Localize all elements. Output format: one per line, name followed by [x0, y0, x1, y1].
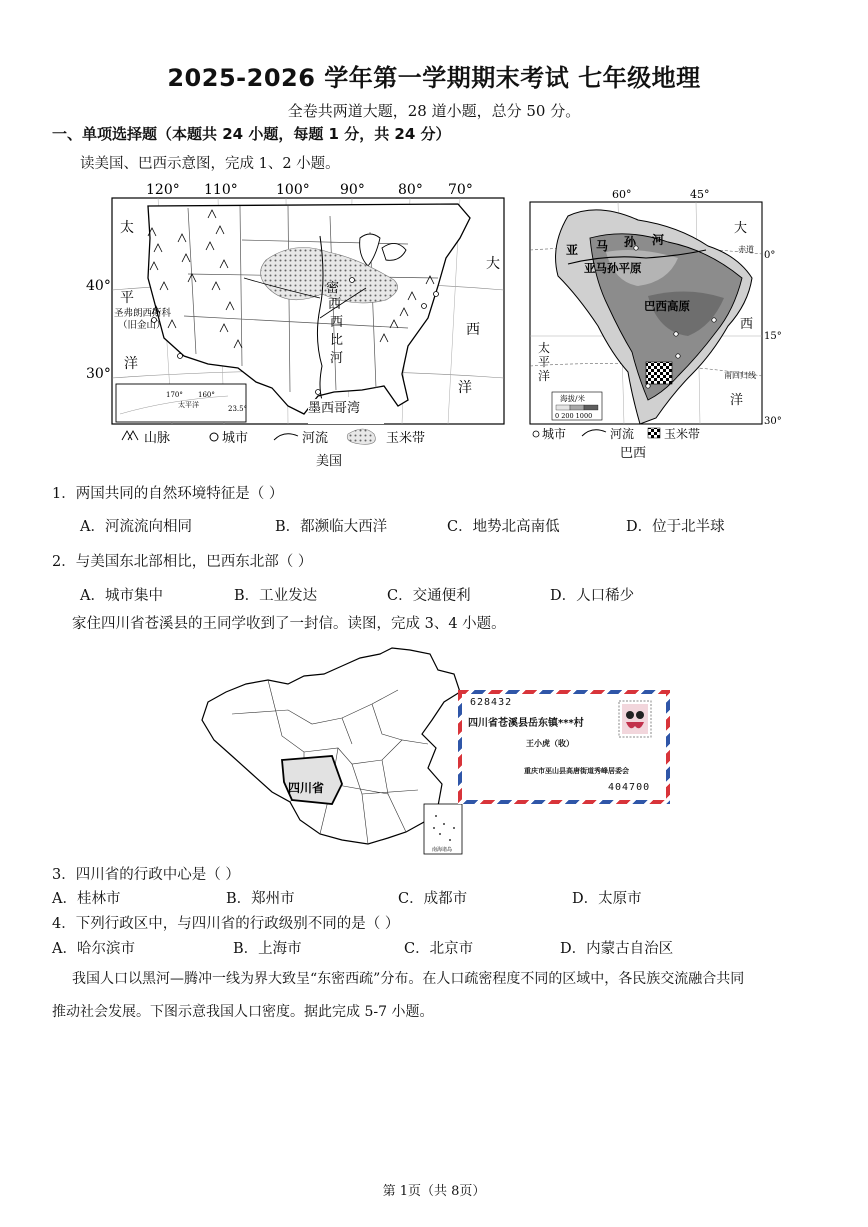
usa-river-label: 西: [330, 315, 344, 330]
province-label: 四川省: [288, 781, 325, 795]
brazil-ocean-left: 太: [538, 341, 551, 355]
q3-option-d[interactable]: D．太原市: [572, 891, 642, 907]
usa-ocean-right: 洋: [458, 380, 472, 396]
elevation-title: 海拔/米: [560, 394, 586, 403]
usa-ocean-left: 洋: [124, 356, 138, 372]
question-3-stem: 3．四川省的行政中心是（ ）: [52, 867, 240, 883]
envelope-zip-bottom: 404700: [608, 782, 651, 793]
envelope-address: 四川省苍溪县岳东镇***村: [468, 718, 584, 729]
usa-lon-label: 100°: [276, 182, 310, 198]
inset-label: 23.5°: [228, 405, 248, 413]
exam-subtitle: 全卷共两道大题，28 道小题，总分 50 分。: [287, 102, 581, 120]
q1-option-c[interactable]: C．地势北高南低: [447, 519, 560, 535]
china-map: [192, 644, 468, 856]
brazil-lon-label: 60°: [612, 188, 632, 201]
elevation-ticks: 0 200 1000: [555, 412, 593, 420]
river-icon: [274, 434, 298, 440]
usa-gulf-label: 墨西哥湾: [308, 401, 361, 416]
q2-option-d[interactable]: D．人口稀少: [550, 588, 635, 604]
inset-label: 太平洋: [178, 401, 199, 409]
cornbelt-icon: [648, 428, 660, 438]
q2-option-b[interactable]: B．工业发达: [234, 588, 318, 604]
intro-text-2: 家住四川省苍溪县的王同学收到了一封信。读图，完成 3、4 小题。: [72, 616, 506, 632]
inset-label: 170°: [166, 391, 183, 399]
envelope-recipient: 王小虎（收）: [526, 739, 574, 748]
cornbelt-icon: [347, 429, 375, 444]
usa-lat-label: 30°: [86, 366, 111, 382]
usa-lon-label: 80°: [398, 182, 423, 198]
usa-city-label: （旧金山）: [118, 320, 166, 331]
intro-text-1: 读美国、巴西示意图，完成 1、2 小题。: [80, 156, 340, 172]
q4-option-a[interactable]: A．哈尔滨市: [52, 941, 135, 957]
question-1-stem: 1．两国共同的自然环境特征是（ ）: [52, 486, 284, 502]
page-footer: 第 1页（共 8页）: [382, 1184, 486, 1199]
brazil-tropic-label: 南回归线: [724, 371, 756, 380]
intro-text-3-line2: 推动社会发展。下图示意我国人口密度。据此完成 5-7 小题。: [52, 1004, 434, 1020]
brazil-river-label: 马: [596, 239, 609, 253]
brazil-ocean-left: 洋: [538, 369, 551, 383]
brazil-lat-label: 15°: [764, 331, 782, 342]
envelope-sender: 重庆市巫山县高唐街道秀峰居委会: [524, 767, 629, 775]
envelope: [458, 690, 670, 804]
question-2-stem: 2．与美国东北部相比，巴西东北部（ ）: [52, 554, 313, 570]
brazil-plateau-label: 巴西高原: [644, 299, 690, 313]
q1-option-b[interactable]: B．都濒临大西洋: [275, 519, 388, 535]
q4-option-b[interactable]: B．上海市: [233, 941, 302, 957]
mountain-icon: [122, 431, 138, 440]
q1-option-d[interactable]: D．位于北半球: [626, 519, 725, 535]
brazil-plain-label: 亚马孙平原: [584, 261, 642, 275]
brazil-legend-item: 河流: [610, 427, 635, 441]
usa-ocean-right: 大: [486, 256, 500, 272]
city-icon: [210, 433, 218, 441]
brazil-map: [528, 186, 784, 470]
brazil-map-caption: 巴西: [620, 446, 647, 461]
brazil-ocean-left: 平: [538, 355, 551, 369]
inset-label: 160°: [198, 391, 215, 399]
city-icon: [533, 431, 539, 437]
usa-legend-item: 城市: [222, 431, 249, 446]
brazil-equator-label: 赤道: [738, 245, 754, 254]
q2-option-a[interactable]: A．城市集中: [80, 588, 163, 604]
brazil-ocean-right: 洋: [730, 393, 744, 408]
brazil-lat-label: 30°: [764, 416, 782, 427]
q4-option-c[interactable]: C．北京市: [404, 941, 474, 957]
stamp-icon: [618, 700, 652, 738]
q1-option-a[interactable]: A．河流流向相同: [80, 519, 192, 535]
usa-river-label: 比: [330, 333, 344, 348]
brazil-ocean-right: 大: [734, 221, 748, 236]
inset-label: 南海诸岛: [432, 847, 453, 853]
usa-river-label: 西: [328, 297, 342, 312]
brazil-river-label: 孙: [624, 235, 637, 249]
brazil-ocean-right: 西: [740, 317, 754, 332]
q3-option-c[interactable]: C．成都市: [398, 891, 468, 907]
usa-river-label: 河: [330, 351, 344, 366]
usa-legend-item: 山脉: [144, 431, 171, 446]
usa-lat-label: 40°: [86, 278, 111, 294]
brazil-lat-label: 0°: [764, 250, 776, 261]
q2-option-c[interactable]: C．交通便利: [387, 588, 471, 604]
usa-river-label: 密: [326, 281, 340, 296]
brazil-legend-item: 城市: [542, 427, 567, 441]
usa-ocean-left: 平: [120, 290, 134, 306]
envelope-zip-top: 628432: [470, 697, 513, 708]
usa-legend-item: 河流: [302, 431, 329, 446]
q3-option-a[interactable]: A．桂林市: [52, 891, 121, 907]
section-heading: 一、单项选择题（本题共 24 小题，每题 1 分，共 24 分）: [52, 125, 451, 143]
usa-map-caption: 美国: [316, 454, 343, 469]
usa-city-label: 圣弗朗西斯科: [114, 308, 172, 319]
usa-lon-label: 120°: [146, 182, 180, 198]
q3-option-b[interactable]: B．郑州市: [226, 891, 295, 907]
brazil-river-label: 亚: [566, 243, 579, 257]
usa-ocean-right: 西: [466, 322, 480, 338]
brazil-river-label: 河: [652, 233, 665, 247]
usa-lon-label: 110°: [204, 182, 238, 198]
q4-option-d[interactable]: D．内蒙古自治区: [560, 941, 674, 957]
river-icon: [582, 430, 606, 436]
usa-lon-label: 70°: [448, 182, 473, 198]
intro-text-3-line1: 我国人口以黑河—腾冲一线为界大致呈“东密西疏”分布。在人口疏密程度不同的区域中，各民族交流融合共同: [72, 971, 745, 987]
usa-lon-label: 90°: [340, 182, 365, 198]
brazil-lon-label: 45°: [690, 188, 710, 201]
usa-ocean-left: 太: [120, 220, 134, 236]
question-4-stem: 4．下列行政区中，与四川省的行政级别不同的是（ ）: [52, 916, 400, 932]
brazil-legend-item: 玉米带: [664, 427, 701, 441]
usa-map: [86, 178, 508, 470]
exam-title: 2025-2026 学年第一学期期末考试 七年级地理: [167, 64, 701, 92]
usa-legend-item: 玉米带: [386, 431, 426, 446]
